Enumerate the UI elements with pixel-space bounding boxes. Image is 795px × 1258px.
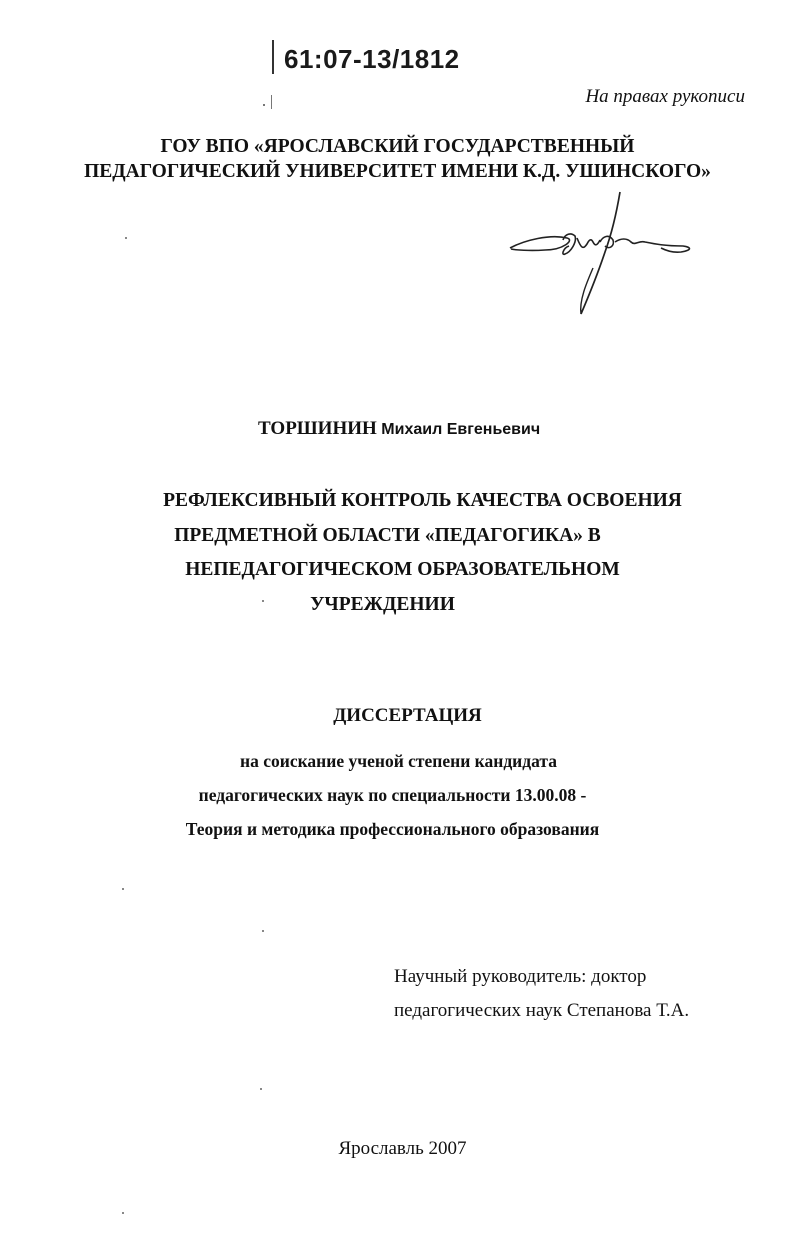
dissertation-heading: ДИССЕРТАЦИЯ <box>333 705 482 726</box>
rights-note: На правах рукописи <box>585 86 745 107</box>
degree-line-3: Теория и методика профессионального образования <box>185 819 600 839</box>
scan-speck <box>262 600 264 602</box>
author-given-names: Михаил Евгеньевич <box>381 421 541 438</box>
organization-name <box>60 134 735 184</box>
dissertation-title <box>60 484 755 622</box>
scan-speck <box>260 1088 262 1090</box>
organization-line-1: ГОУ ВПО «ЯРОСЛАВСКИЙ ГОСУДАРСТВЕННЫЙ <box>160 136 635 157</box>
title-line-3: НЕПЕДАГОГИЧЕСКОМ ОБРАЗОВАТЕЛЬНОМ <box>185 559 620 580</box>
organization-line-2: ПЕДАГОГИЧЕСКИЙ УНИВЕРСИТЕТ ИМЕНИ К.Д. УШИНСКОГО» <box>84 161 711 182</box>
stamp-margin-line <box>272 40 274 74</box>
stamp-margin-dot <box>263 104 265 106</box>
supervisor-line-1: Научный руководитель: доктор <box>394 966 647 987</box>
title-line-1: РЕФЛЕКСИВНЫЙ КОНТРОЛЬ КАЧЕСТВА ОСВОЕНИЯ <box>163 490 682 511</box>
supervisor-line-2: педагогических наук Степанова Т.А. <box>394 1000 690 1021</box>
stamp-margin-tick <box>271 95 272 109</box>
supervisor-block <box>394 960 689 1028</box>
title-line-2: ПРЕДМЕТНОЙ ОБЛАСТИ «ПЕДАГОГИКА» В <box>174 524 601 546</box>
library-stamp-number: 61:07-13/1812 <box>284 44 460 74</box>
scan-speck <box>125 237 127 239</box>
handwritten-signature-icon <box>505 190 700 320</box>
city-year: Ярославль 2007 <box>338 1138 467 1159</box>
degree-description <box>60 744 755 846</box>
scan-speck <box>122 888 124 890</box>
author-surname: ТОРШИНИН <box>258 418 377 439</box>
degree-line-1: на соискание ученой степени кандидата <box>240 751 557 771</box>
title-line-4: УЧРЕЖДЕНИИ <box>310 593 455 615</box>
degree-line-2: педагогических наук по специальности 13.00.08 - <box>198 785 587 805</box>
author-name <box>258 418 540 440</box>
scan-speck <box>122 1212 124 1214</box>
scan-speck <box>262 930 264 932</box>
